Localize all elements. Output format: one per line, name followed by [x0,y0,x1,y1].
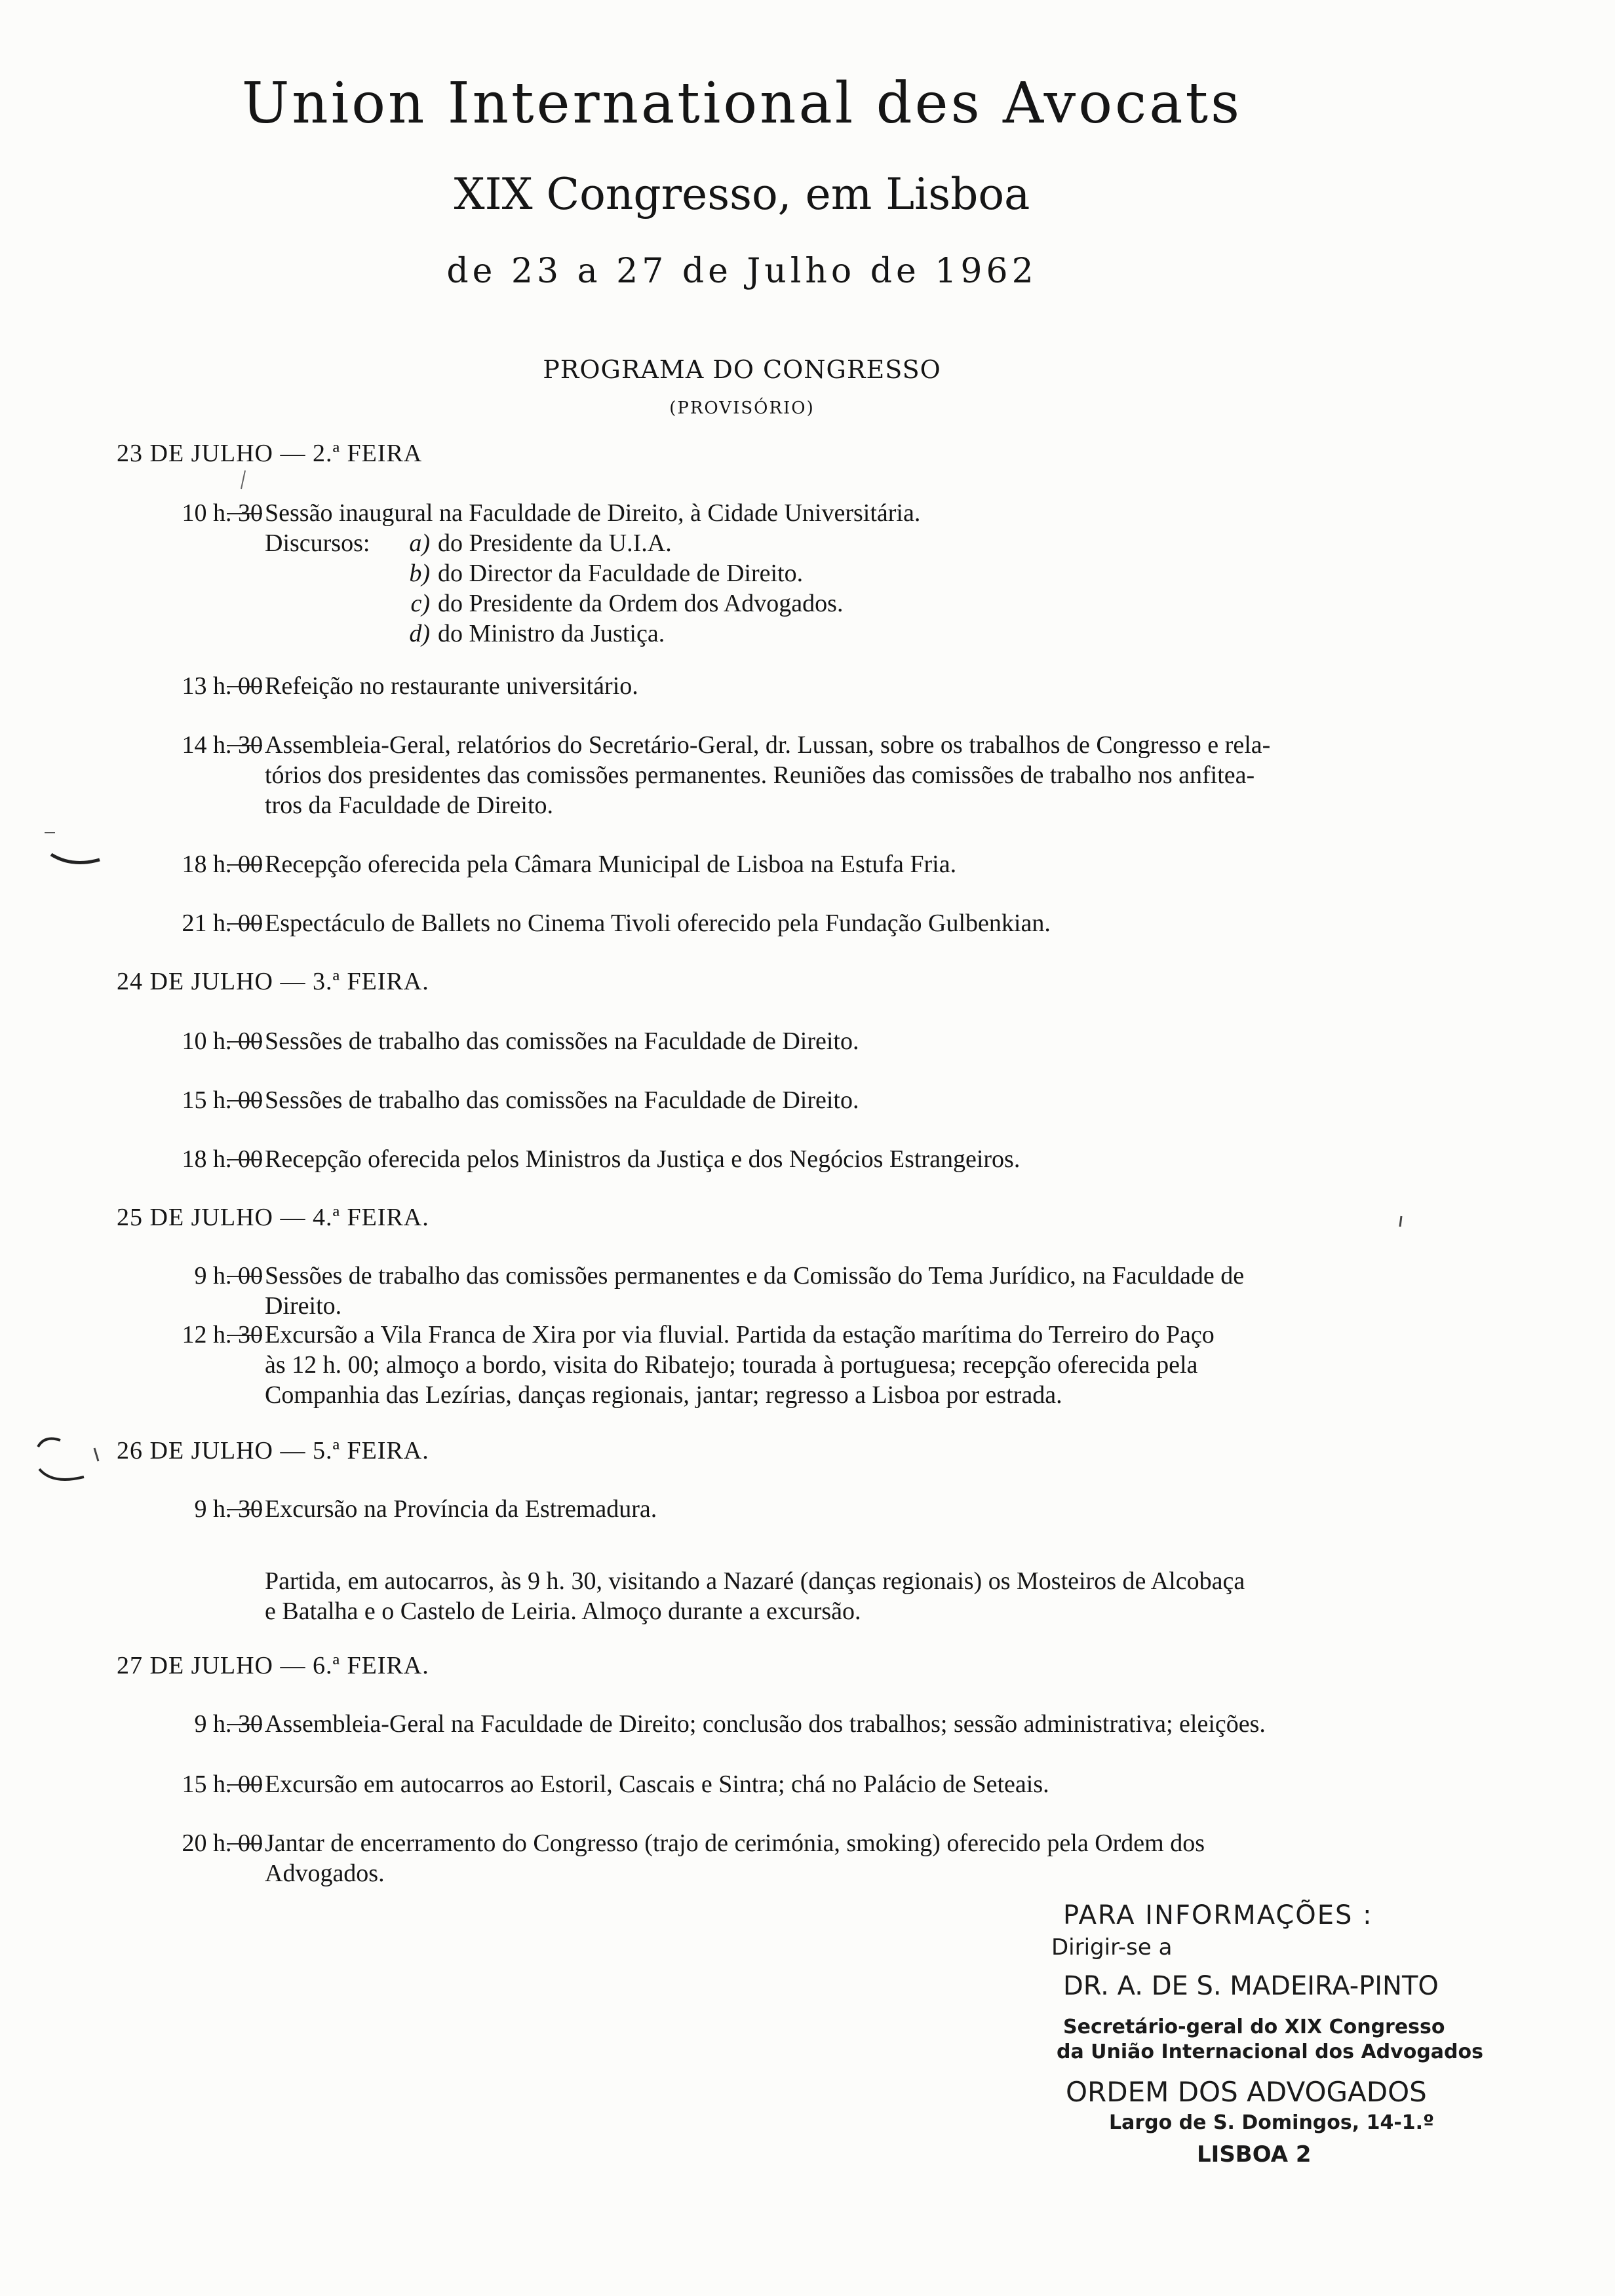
program-note: (PROVISÓRIO) [669,398,815,418]
entry-line: Recepção oferecida pela Câmara Municipal de Lisboa na Estufa Fria. [265,851,957,878]
dash-rule [227,1335,262,1336]
entry-time: 10 h. 00 [182,1027,263,1055]
entry-line: tros da Faculdade de Direito. [265,792,554,819]
congress-dates: de 23 a 27 de Julho de 1962 [446,252,1038,291]
discursos-label: Discursos: [265,529,370,557]
entry-line: Excursão na Província da Estremadura. [265,1495,657,1523]
entry-time: 15 h. 00 [182,1086,263,1114]
dash-rule [227,1784,262,1786]
dash-rule [227,1159,262,1160]
dash-rule [227,1509,262,1510]
entry-time: 18 h. 00 [182,851,263,878]
entry-line: Advogados. [265,1860,385,1887]
pencil-mark [39,832,118,885]
entry-time: 13 h. 00 [182,672,263,700]
contact-name: DR. A. DE S. MADEIRA-PINTO [1063,1971,1439,2001]
contact-role: Secretário-geral do XIX Congresso [1063,2016,1445,2038]
dash-rule [227,1724,262,1725]
entry-line: Sessões de trabalho das comissões na Faculdade de Direito. [265,1086,859,1114]
discurso-text: do Presidente da U.I.A. [438,529,672,557]
contact-role: da União Internacional dos Advogados [1057,2040,1483,2063]
org-title: Union International des Avocats [241,71,1243,136]
discurso-text: do Ministro da Justiça. [438,620,665,647]
dash-rule [227,1100,262,1101]
entry-line: Assembleia-Geral na Faculdade de Direito; conclusão dos trabalhos; sessão administrativa; eleições. [265,1710,1266,1738]
day-heading: 24 DE JULHO — 3.ª FEIRA. [117,968,429,995]
entry-line: Jantar de encerramento do Congresso (trajo de cerimónia, smoking) oferecido pela Ordem dos [265,1829,1205,1857]
discurso-letter: b) [409,560,430,587]
entry-time: 14 h. 30 [182,731,263,759]
contact-heading: PARA INFORMAÇÕES : [1063,1900,1373,1930]
entry-line: Excursão em autocarros ao Estoril, Cascais e Sintra; chá no Palácio de Seteais. [265,1770,1049,1798]
congress-title: XIX Congresso, em Lisboa [454,169,1030,220]
discurso-item [393,558,803,588]
pencil-mark [1395,1214,1408,1233]
entry-time: 15 h. 00 [182,1770,263,1798]
dash-rule [227,923,262,925]
pencil-mark [237,468,250,494]
entry-line: Companhia das Lezírias, danças regionais, jantar; regresso a Lisboa por estrada. [265,1381,1062,1409]
entry-time: 9 h. 30 [194,1710,263,1738]
day-heading: 26 DE JULHO — 5.ª FEIRA. [117,1437,429,1464]
dash-rule [227,1041,262,1043]
entry-time: 21 h. 00 [182,909,263,937]
dash-rule [227,745,262,746]
day-heading: 23 DE JULHO — 2.ª FEIRA [117,440,423,467]
discurso-letter: c) [410,590,430,617]
entry-line: Refeição no restaurante universitário. [265,672,638,700]
discurso-letter: d) [409,620,430,647]
entry-line: Sessões de trabalho das comissões permanentes e da Comissão do Tema Jurídico, na Faculdade de [265,1262,1245,1290]
pencil-mark [26,1428,118,1501]
entry-line: Sessões de trabalho das comissões na Faculdade de Direito. [265,1027,859,1055]
dash-rule [227,513,262,514]
contact-org: ORDEM DOS ADVOGADOS [1066,2076,1427,2108]
program-title: PROGRAMA DO CONGRESSO [543,355,941,384]
day-heading: 27 DE JULHO — 6.ª FEIRA. [117,1652,429,1679]
entry-line: Espectáculo de Ballets no Cinema Tivoli oferecido pela Fundação Gulbenkian. [265,909,1051,937]
contact-city: LISBOA 2 [1197,2141,1312,2168]
entry-line: Assembleia-Geral, relatórios do Secretário-Geral, dr. Lussan, sobre os trabalhos de Congresso e rela- [265,731,1271,759]
dash-rule [227,686,262,687]
dash-rule [227,1843,262,1845]
entry-line: Partida, em autocarros, às 9 h. 30, visitando a Nazaré (danças regionais) os Mosteiros de Alcobaça [265,1567,1245,1595]
entry-time: 9 h. 00 [194,1262,263,1290]
discurso-item [393,588,843,619]
dash-rule [227,864,262,866]
entry-line: Recepção oferecida pelos Ministros da Justiça e dos Negócios Estrangeiros. [265,1145,1021,1173]
entry-time: 12 h. 30 [182,1321,263,1349]
day-heading: 25 DE JULHO — 4.ª FEIRA. [117,1204,429,1231]
entry-time: 20 h. 00 [182,1829,263,1857]
entry-line: Sessão inaugural na Faculdade de Direito, à Cidade Universitária. [265,499,921,527]
contact-address: Largo de S. Domingos, 14-1.º [1109,2111,1434,2134]
discurso-item [393,528,672,558]
entry-line: às 12 h. 00; almoço a bordo, visita do Ribatejo; tourada à portuguesa; recepção oferecida pela [265,1351,1198,1379]
entry-time: 10 h. 30 [182,499,263,527]
entry-line: Excursão a Vila Franca de Xira por via fluvial. Partida da estação marítima do Terreiro do Paço [265,1321,1215,1349]
dash-rule [227,1276,262,1277]
entry-line: tórios dos presidentes das comissões permanentes. Reuniões das comissões de trabalho nos anfitea- [265,761,1255,789]
entry-time: 9 h. 30 [194,1495,263,1523]
entry-time: 18 h. 00 [182,1145,263,1173]
discurso-text: do Director da Faculdade de Direito. [438,560,804,587]
contact-direct: Dirigir-se a [1051,1934,1173,1961]
entry-line: Direito. [265,1292,342,1320]
discurso-letter: a) [409,529,430,557]
entry-line: e Batalha e o Castelo de Leiria. Almoço durante a excursão. [265,1598,861,1625]
discurso-item [393,619,665,649]
discurso-text: do Presidente da Ordem dos Advogados. [438,590,844,617]
